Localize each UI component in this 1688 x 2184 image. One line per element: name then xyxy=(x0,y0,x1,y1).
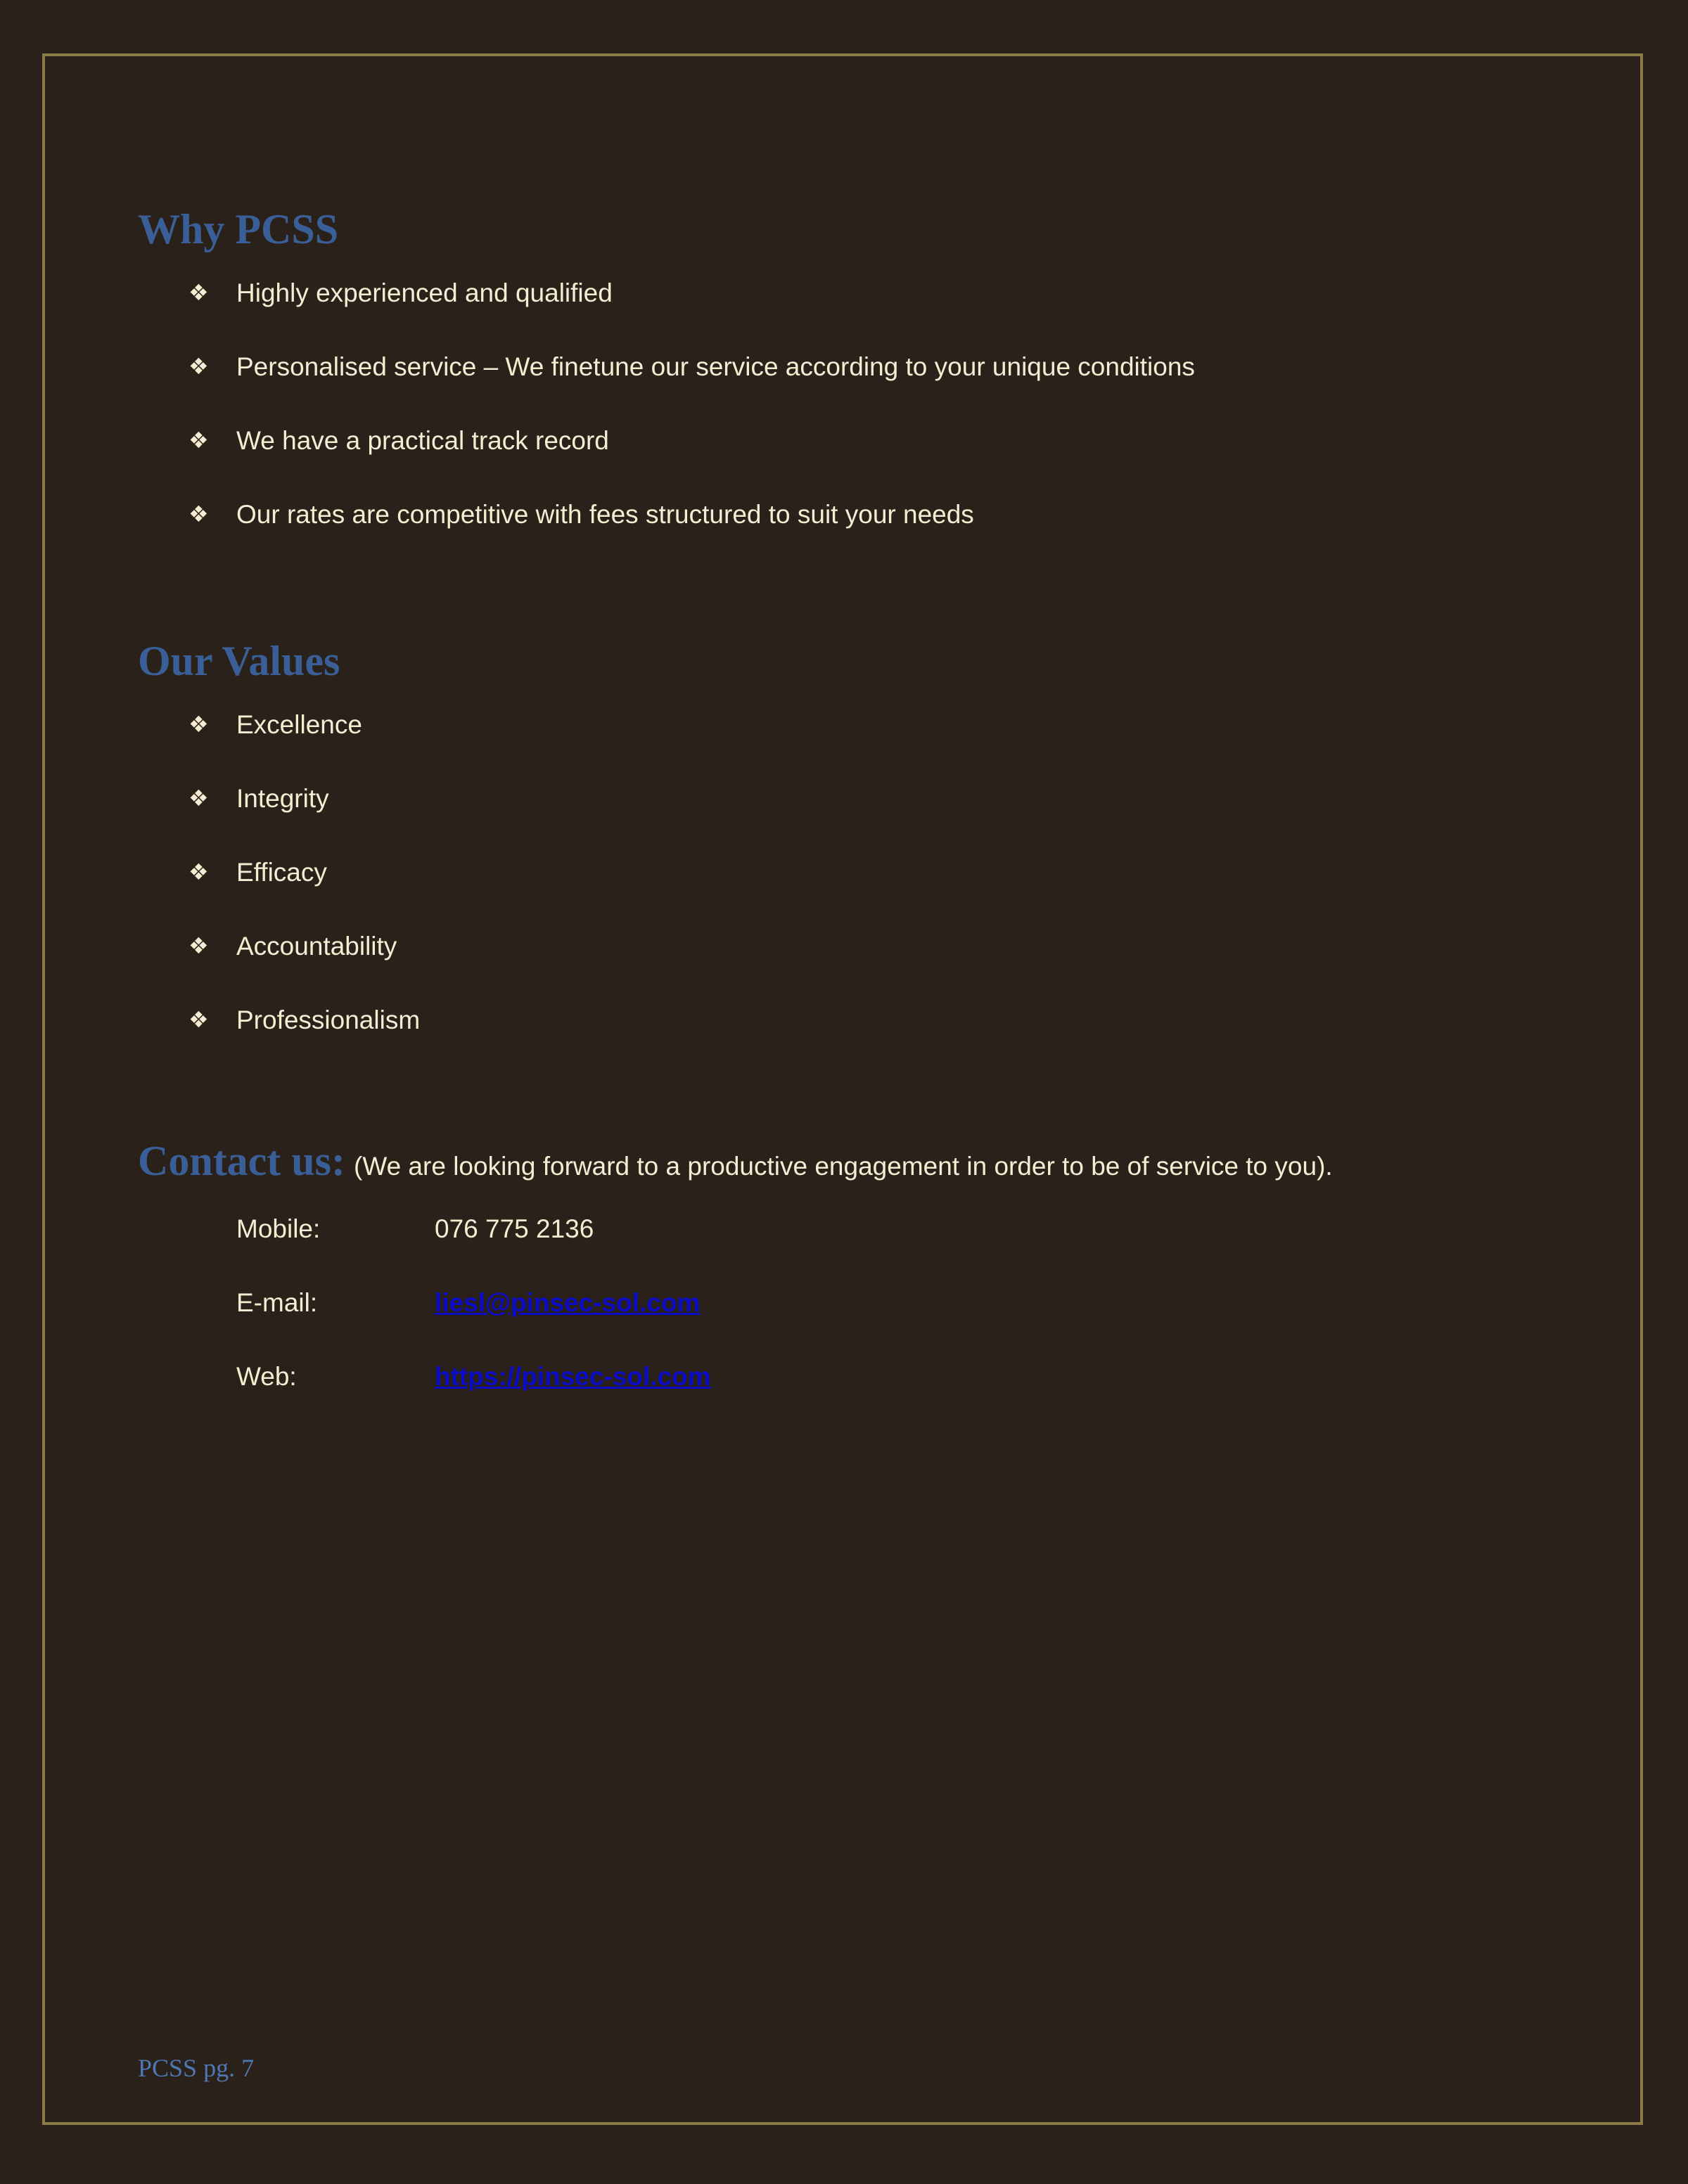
list-item xyxy=(138,933,1573,1007)
list-item-text: Efficacy xyxy=(236,858,327,887)
contact-us-heading: Contact us: xyxy=(138,1138,345,1184)
diamond-bullet-icon: ❖ xyxy=(188,933,209,958)
page-content xyxy=(138,197,1573,1437)
contact-note: (We are looking forward to a productive engagement in order to be of service to you). xyxy=(354,1152,1333,1181)
list-item-text: We have a practical track record xyxy=(236,426,609,455)
list-item xyxy=(138,785,1573,859)
diamond-bullet-icon: ❖ xyxy=(188,280,209,305)
list-item xyxy=(138,428,1573,501)
diamond-bullet-icon: ❖ xyxy=(188,712,209,737)
why-pcss-list xyxy=(138,280,1573,575)
contact-header xyxy=(138,1140,1573,1182)
mobile-label: Mobile: xyxy=(236,1214,321,1243)
our-values-heading: Our Values xyxy=(138,638,340,684)
list-item xyxy=(138,712,1573,785)
contact-details xyxy=(236,1216,1573,1437)
diamond-bullet-icon: ❖ xyxy=(188,1007,209,1032)
list-item-text: Highly experienced and qualified xyxy=(236,278,613,307)
list-item xyxy=(138,354,1573,428)
email-link[interactable]: liesl@pinsec-sol.com xyxy=(435,1288,701,1317)
list-item xyxy=(138,859,1573,933)
list-item-text: Accountability xyxy=(236,932,397,961)
list-item xyxy=(138,501,1573,575)
diamond-bullet-icon: ❖ xyxy=(188,428,209,453)
list-item-text: Personalised service – We finetune our service according to your unique conditions xyxy=(236,352,1195,381)
list-item-text: Excellence xyxy=(236,710,362,739)
our-values-list xyxy=(138,712,1573,1081)
diamond-bullet-icon: ❖ xyxy=(188,501,209,527)
list-item-text: Integrity xyxy=(236,784,329,813)
diamond-bullet-icon: ❖ xyxy=(188,859,209,885)
contact-email-row xyxy=(236,1290,1573,1363)
page-footer: PCSS pg. 7 xyxy=(138,2054,255,2082)
web-label: Web: xyxy=(236,1362,297,1391)
email-label: E-mail: xyxy=(236,1288,318,1317)
list-item xyxy=(138,280,1573,354)
list-item xyxy=(138,1007,1573,1081)
contact-web-row xyxy=(236,1363,1573,1437)
mobile-value: 076 775 2136 xyxy=(435,1214,594,1243)
web-link[interactable]: https://pinsec-sol.com xyxy=(435,1362,711,1391)
contact-mobile-row xyxy=(236,1216,1573,1290)
list-item-text: Our rates are competitive with fees structured to suit your needs xyxy=(236,500,974,529)
why-pcss-heading: Why PCSS xyxy=(138,206,339,252)
list-item-text: Professionalism xyxy=(236,1006,421,1034)
diamond-bullet-icon: ❖ xyxy=(188,354,209,379)
diamond-bullet-icon: ❖ xyxy=(188,785,209,811)
